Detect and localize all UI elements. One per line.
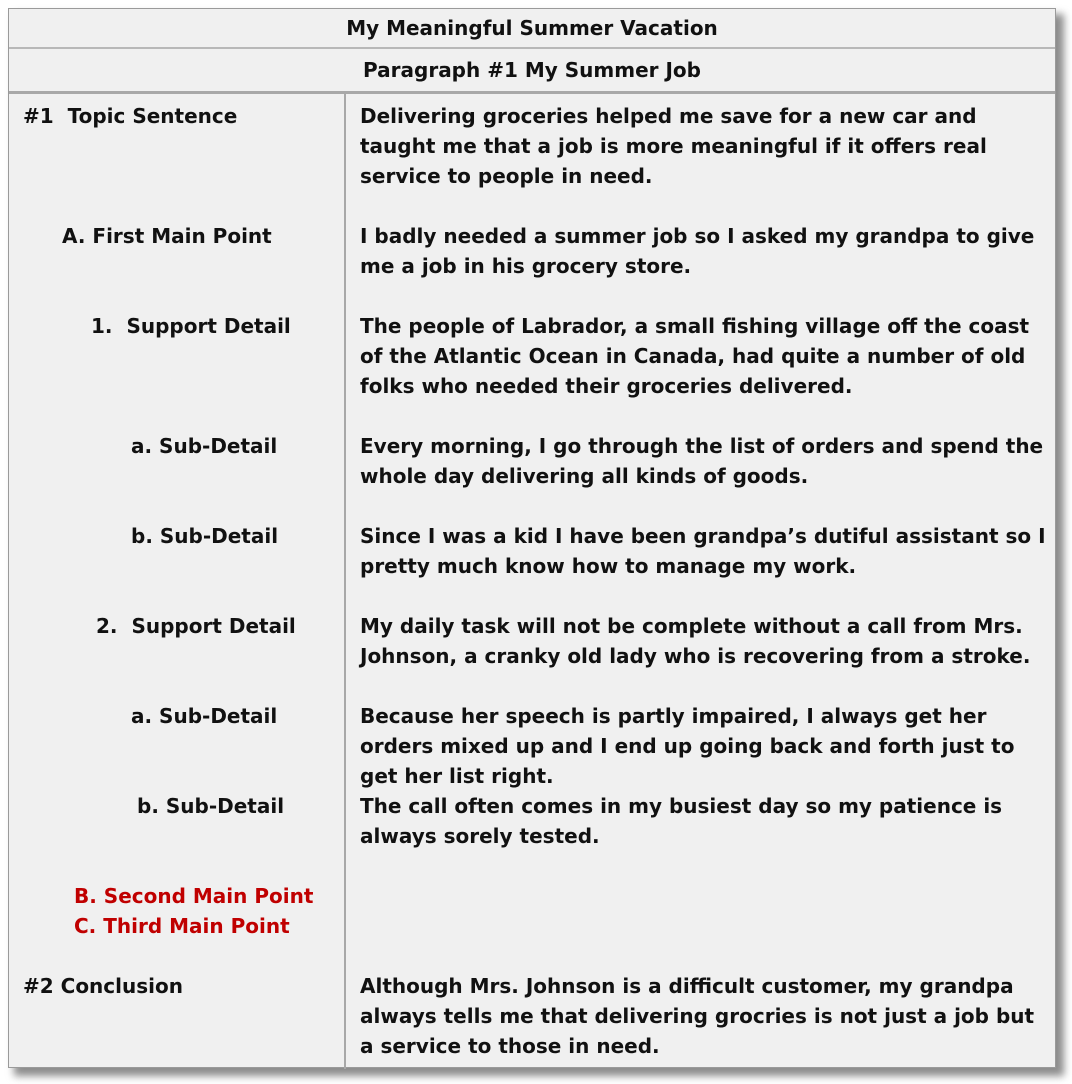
column-divider <box>344 94 346 1069</box>
text-sub-detail-2b: The call often comes in my busiest day so my patience is always sorely tested. <box>360 794 1003 848</box>
text-sub-detail-1b: Since I was a kid I have been grandpa’s dutiful assistant so I pretty much know how to manage my work. <box>360 524 1046 578</box>
label-sub-detail-1b: b. Sub-Detail <box>131 524 279 548</box>
page-title: My Meaningful Summer Vacation <box>9 9 1055 49</box>
text-sub-detail-1a: Every morning, I go through the list of orders and spend the whole day delivering all kinds of goods. <box>360 434 1044 488</box>
outline-table <box>8 8 1056 1068</box>
text-support-detail-1: The people of Labrador, a small fishing village off the coast of the Atlantic Ocean in Canada, had quite a number of old folks who needed their groceries delivered. <box>360 314 1030 398</box>
label-topic-sentence: #1 Topic Sentence <box>23 104 238 128</box>
text-conclusion: Although Mrs. Johnson is a difficult customer, my grandpa always tells me that delivering grocries is not just a job but a service to those in need. <box>360 974 1035 1058</box>
label-support-detail-1: 1. Support Detail <box>91 314 291 338</box>
paragraph-heading: Paragraph #1 My Summer Job <box>9 49 1055 94</box>
text-sub-detail-2a: Because her speech is partly impaired, I always get her orders mixed up and I end up going back and forth just to get her list right. <box>360 704 1015 788</box>
label-sub-detail-2b: b. Sub-Detail <box>137 794 285 818</box>
label-first-main-point: A. First Main Point <box>62 224 272 248</box>
label-second-main-point: B. Second Main Point <box>74 884 314 908</box>
label-support-detail-2: 2. Support Detail <box>96 614 296 638</box>
label-conclusion: #2 Conclusion <box>23 974 183 998</box>
label-sub-detail-1a: a. Sub-Detail <box>131 434 278 458</box>
label-third-main-point: C. Third Main Point <box>74 914 290 938</box>
text-support-detail-2: My daily task will not be complete without a call from Mrs. Johnson, a cranky old lady who is recovering from a stroke. <box>360 614 1031 668</box>
label-sub-detail-2a: a. Sub-Detail <box>131 704 278 728</box>
text-topic-sentence: Delivering groceries helped me save for a new car and taught me that a job is more meaningful if it offers real service to people in need. <box>360 104 987 188</box>
text-first-main-point: I badly needed a summer job so I asked my grandpa to give me a job in his grocery store. <box>360 224 1035 278</box>
